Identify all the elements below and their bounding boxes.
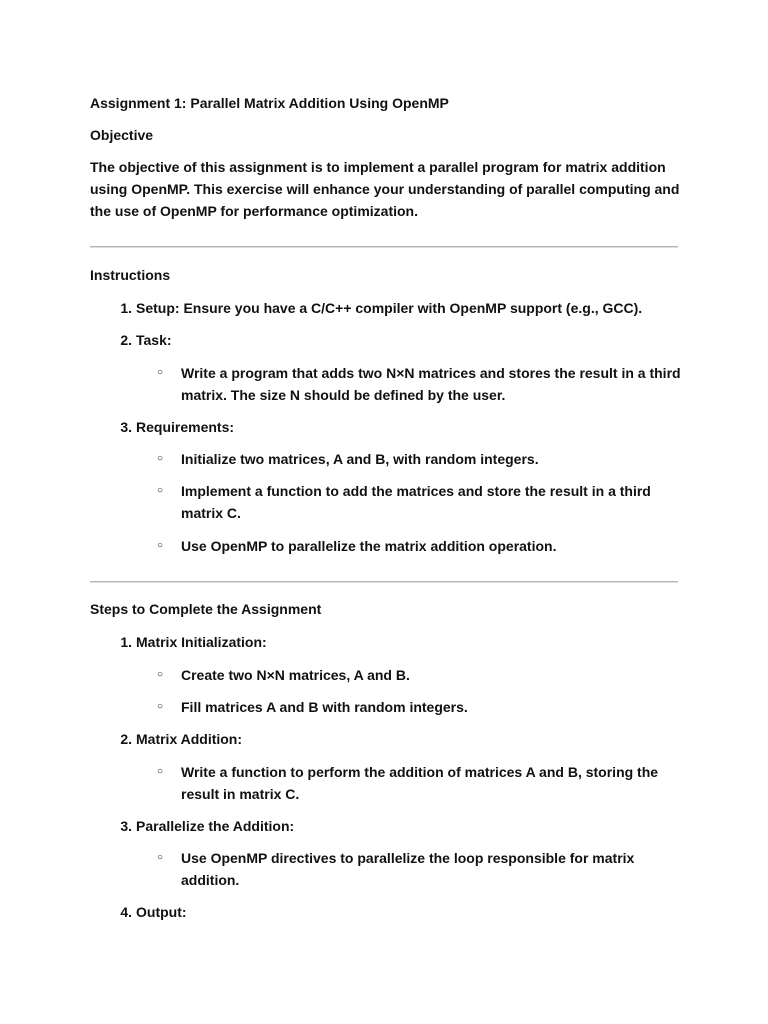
bullet-icon: ○ — [157, 367, 164, 378]
list-number: 1. — [120, 300, 132, 316]
bullet-icon: ○ — [157, 852, 164, 863]
list-number: 3. — [120, 818, 132, 834]
bullet-icon: ○ — [157, 453, 164, 464]
bullet-icon: ○ — [157, 485, 164, 496]
list-number: 4. — [120, 904, 132, 920]
assignment-title: Assignment 1: Parallel Matrix Addition Using OpenMP — [90, 95, 449, 111]
list-item: Setup: Ensure you have a C/C++ compiler with OpenMP support (e.g., GCC). — [136, 300, 643, 316]
instructions-heading: Instructions — [90, 267, 171, 283]
sub-list-item: Fill matrices A and B with random integers. — [181, 699, 468, 715]
list-item: Requirements: — [136, 419, 235, 435]
list-item: Task: — [136, 332, 172, 348]
sub-list-item: Implement a function to add the matrices and store the result in a third matrix C. — [181, 483, 651, 521]
sub-list-item: Use OpenMP to parallelize the matrix addition operation. — [181, 538, 557, 554]
sub-list-item: Use OpenMP directives to parallelize the loop responsible for matrix addition. — [181, 850, 635, 888]
bullet-icon: ○ — [157, 540, 164, 551]
sub-list-item: Write a program that adds two N×N matrices and stores the result in a third matrix. The size N should be defined by the user. — [181, 365, 681, 403]
list-number: 2. — [120, 332, 132, 348]
section-divider — [90, 246, 678, 248]
section-divider — [90, 581, 678, 583]
sub-list-item: Create two N×N matrices, A and B. — [181, 667, 410, 683]
objective-heading: Objective — [90, 127, 154, 143]
bullet-icon: ○ — [157, 669, 164, 680]
list-number: 2. — [120, 731, 132, 747]
objective-text: The objective of this assignment is to implement a parallel program for matrix addition using OpenMP. This exercise will enhance your understanding of parallel computing and the use of OpenMP for performance optimization. — [90, 159, 680, 219]
bullet-icon: ○ — [157, 701, 164, 712]
list-item: Matrix Addition: — [136, 731, 243, 747]
list-item: Output: — [136, 904, 187, 920]
bullet-icon: ○ — [157, 766, 164, 777]
sub-list-item: Write a function to perform the addition of matrices A and B, storing the result in matrix C. — [181, 764, 659, 802]
steps-heading: Steps to Complete the Assignment — [90, 601, 322, 617]
list-item: Matrix Initialization: — [136, 634, 267, 650]
list-item: Parallelize the Addition: — [136, 818, 295, 834]
list-number: 1. — [120, 634, 132, 650]
sub-list-item: Initialize two matrices, A and B, with random integers. — [181, 451, 539, 467]
list-number: 3. — [120, 419, 132, 435]
